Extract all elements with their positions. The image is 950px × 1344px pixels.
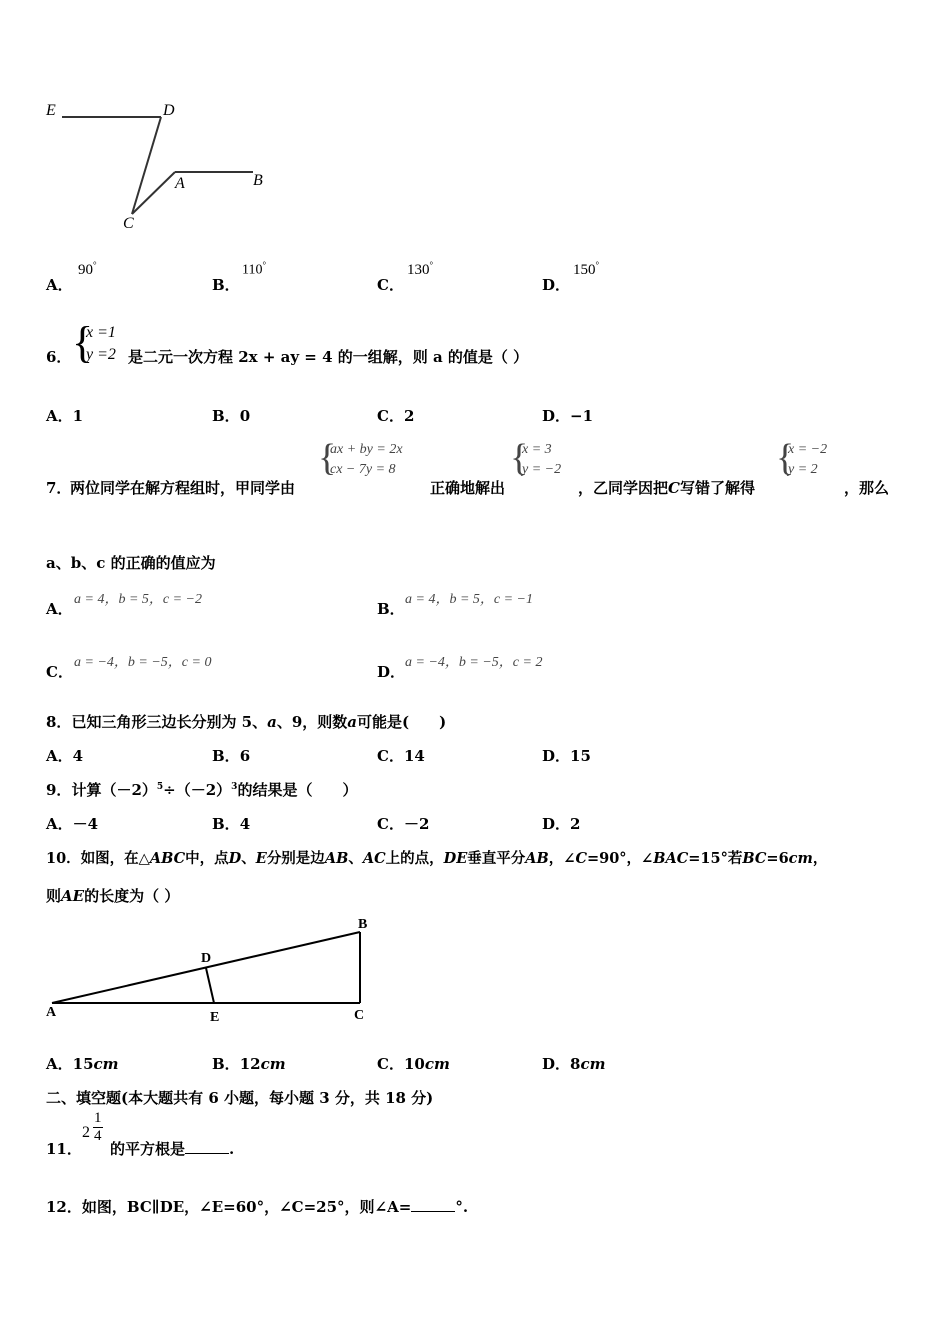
q7-system3-brace: { — [776, 437, 795, 479]
q11-stem: 的平方根是 . — [110, 1140, 235, 1158]
q5-option-d-value: 150° — [573, 260, 600, 278]
q6-system-row-2: y =2 — [86, 346, 116, 363]
q7-option-a-value: a = 4，b = 5，c = −2 — [74, 592, 203, 607]
q7-option-b-letter: B． — [377, 600, 405, 618]
q5-option-b-value: 110° — [242, 260, 267, 278]
q6-option-d: D．−1 — [542, 407, 594, 425]
q7-line2: a、b、c 的正确的值应为 — [46, 554, 216, 572]
q7-system1-row-2: cx − 7y = 8 — [330, 462, 396, 477]
q8-option-d: D．15 — [542, 747, 591, 765]
q11-fraction — [93, 1110, 103, 1145]
q6-system-row-1: x =1 — [86, 324, 116, 341]
q7-number: 7． — [46, 479, 72, 497]
q7-part4: ，那么 — [844, 479, 890, 497]
q11-whole: 2 — [82, 1124, 90, 1141]
q7-option-c-letter: C． — [46, 663, 73, 681]
q6-option-b: B．0 — [212, 407, 251, 425]
q10-option-a: A．15cm — [46, 1055, 119, 1073]
q10-label-e: E — [210, 1010, 220, 1025]
q5-option-d-letter: D． — [542, 276, 571, 294]
q9-option-d: D．2 — [542, 815, 581, 833]
figure-angle-diagram — [40, 98, 280, 238]
q5-option-a-letter: A． — [46, 276, 73, 294]
q10-option-c: C．10cm — [377, 1055, 450, 1073]
section-2-title: 二、填空题(本大题共有 6 小题，每小题 3 分，共 18 分) — [46, 1089, 434, 1107]
q11-denominator: 4 — [94, 1128, 102, 1144]
q5-option-b-letter: B． — [212, 276, 240, 294]
q7-system3-row-2: y = 2 — [788, 462, 818, 477]
q12-stem: 12．如图，BC∥DE，∠E=60°，∠C=25°，则∠A= °. — [46, 1198, 469, 1216]
segment-ab — [52, 932, 360, 1003]
q9-stem: 9．计算$(-2)^5\div(-2)^3$的结果是（ ） — [46, 781, 358, 799]
q7-system2 — [522, 440, 561, 480]
q6-stem: 是二元一次方程 2x + ay = 4 的一组解，则 a 的值是（ ） — [128, 348, 529, 366]
q8-option-c: C．14 — [377, 747, 425, 765]
q6-option-a: A．1 — [46, 407, 84, 425]
q12-answer-blank[interactable] — [411, 1197, 455, 1212]
q7-option-c-value: a = −4，b = −5，c = 0 — [74, 655, 212, 670]
q7-system1-brace: { — [318, 437, 337, 479]
q11-numerator: 1 — [94, 1110, 102, 1126]
q5-option-c-value: 130° — [407, 260, 434, 278]
q6-system — [86, 322, 116, 366]
q7-system3-row-1: x = −2 — [788, 442, 828, 457]
q6-number: 6． — [46, 348, 72, 366]
q7-system2-row-1: x = 3 — [522, 442, 552, 457]
q7-part2: 正确地解出 — [430, 479, 506, 497]
q10-label-a: A — [46, 1005, 57, 1020]
q10-stem-line-2: 则AE的长度为（ ） — [46, 887, 180, 905]
q8-stem: 8．已知三角形三边长分别为 5、a、9，则数a可能是( ) — [46, 713, 447, 731]
segment-de — [206, 968, 214, 1003]
label-d: D — [163, 102, 175, 119]
q5-option-c-letter: C． — [377, 276, 404, 294]
q6-option-c: C．2 — [377, 407, 415, 425]
q10-label-c: C — [354, 1008, 365, 1023]
q5-option-a-value: 90° — [78, 260, 97, 278]
q7-system1 — [330, 440, 403, 480]
label-a: A — [175, 175, 185, 192]
q7-system2-brace: { — [510, 437, 529, 479]
q7-part3: ，乙同学因把C写错了解得 — [578, 479, 755, 497]
q10-option-b: B．12cm — [212, 1055, 286, 1073]
q10-label-b: B — [358, 917, 368, 932]
q11-number: 11． — [46, 1140, 82, 1158]
q9-option-b: B．4 — [212, 815, 251, 833]
q10-option-d: D．8cm — [542, 1055, 606, 1073]
q10-stem-line-1: 10．如图，在△ABC中，点D、E分别是边AB、AC上的点，DE垂直平分AB，∠C=90°，∠BAC=15°若BC=6cm， — [46, 850, 828, 867]
q10-label-d: D — [201, 951, 212, 966]
label-c: C — [123, 215, 134, 232]
q7-part1: 两位同学在解方程组时，甲同学由 — [70, 479, 296, 497]
q7-option-a-letter: A． — [46, 600, 73, 618]
q7-system1-row-1: ax + by = 2x — [330, 442, 403, 457]
q7-system2-row-2: y = −2 — [522, 462, 562, 477]
q7-system3 — [788, 440, 827, 480]
label-e: E — [46, 102, 56, 119]
q7-option-b-value: a = 4，b = 5，c = −1 — [405, 592, 534, 607]
q8-option-a: A．4 — [46, 747, 84, 765]
q9-option-a: A．－4 — [46, 815, 99, 833]
q7-option-d-letter: D． — [377, 663, 406, 681]
q7-option-d-value: a = −4，b = −5，c = 2 — [405, 655, 543, 670]
q11-answer-blank[interactable] — [185, 1139, 229, 1154]
q9-option-c: C．－2 — [377, 815, 430, 833]
label-b: B — [253, 172, 263, 189]
q8-option-b: B．6 — [212, 747, 251, 765]
q6-brace: { — [72, 318, 94, 367]
